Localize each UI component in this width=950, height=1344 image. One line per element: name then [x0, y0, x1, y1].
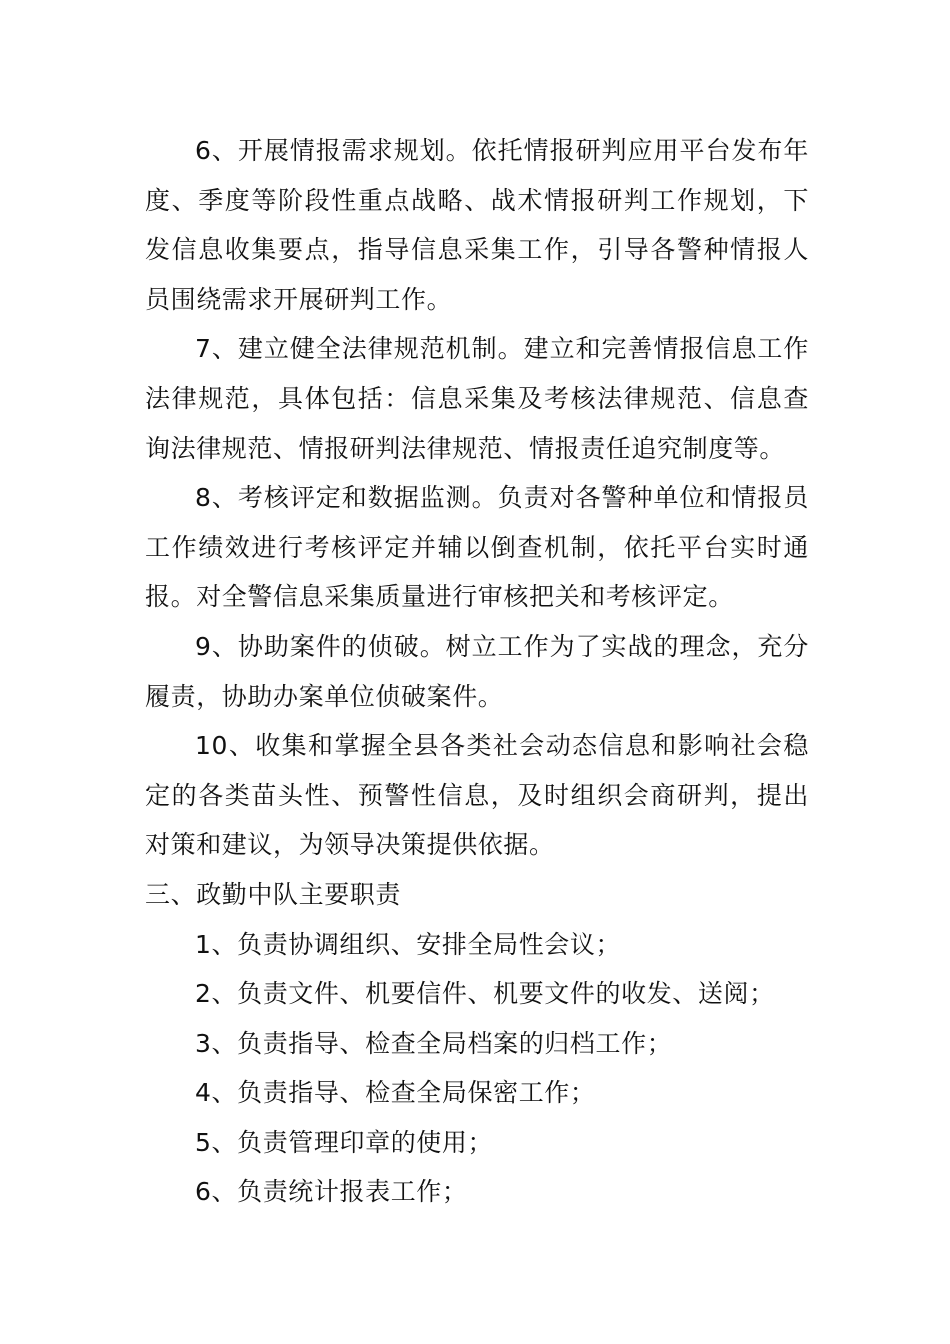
section-list-item: 5、负责管理印章的使用； [195, 1127, 494, 1157]
paragraph-item-8-assessment: 8、考核评定和数据监测。负责对各警种单位和情报员工作绩效进行考核评定并辅以倒查机制，依托平台实时通报。对全警信息采集质量进行审核把关和考核评定。 [145, 483, 809, 612]
section-heading: 三、政勤中队主要职责 [145, 879, 402, 909]
section-list-item: 2、负责文件、机要信件、机要文件的收发、送阅； [195, 979, 775, 1009]
section-list-item: 3、负责指导、检查全局档案的归档工作； [195, 1028, 673, 1058]
paragraph-item-9-case-assist: 9、协助案件的侦破。树立工作为了实战的理念，充分履责，协助办案单位侦破案件。 [145, 631, 809, 711]
section-list-item: 4、负责指导、检查全局保密工作； [195, 1078, 596, 1108]
section-list-item: 1、负责协调组织、安排全局性会议； [195, 929, 622, 959]
paragraph-item-7-legal-norms: 7、建立健全法律规范机制。建立和完善情报信息工作法律规范，具体包括：信息采集及考核法律规范、信息查询法律规范、情报研判法律规范、情报责任追究制度等。 [145, 334, 809, 463]
section-list-item: 6、负责统计报表工作； [195, 1177, 468, 1207]
paragraph-item-10-social-info: 10、收集和掌握全县各类社会动态信息和影响社会稳定的各类苗头性、预警性信息，及时组织会商研判，提出对策和建议，为领导决策提供依据。 [145, 731, 809, 860]
paragraph-item-6-intel-planning: 6、开展情报需求规划。依托情报研判应用平台发布年度、季度等阶段性重点战略、战术情报研判工作规划，下发信息收集要点，指导信息采集工作，引导各警种情报人员围绕需求开展研判工作。 [145, 136, 809, 314]
document-body [145, 126, 809, 1217]
